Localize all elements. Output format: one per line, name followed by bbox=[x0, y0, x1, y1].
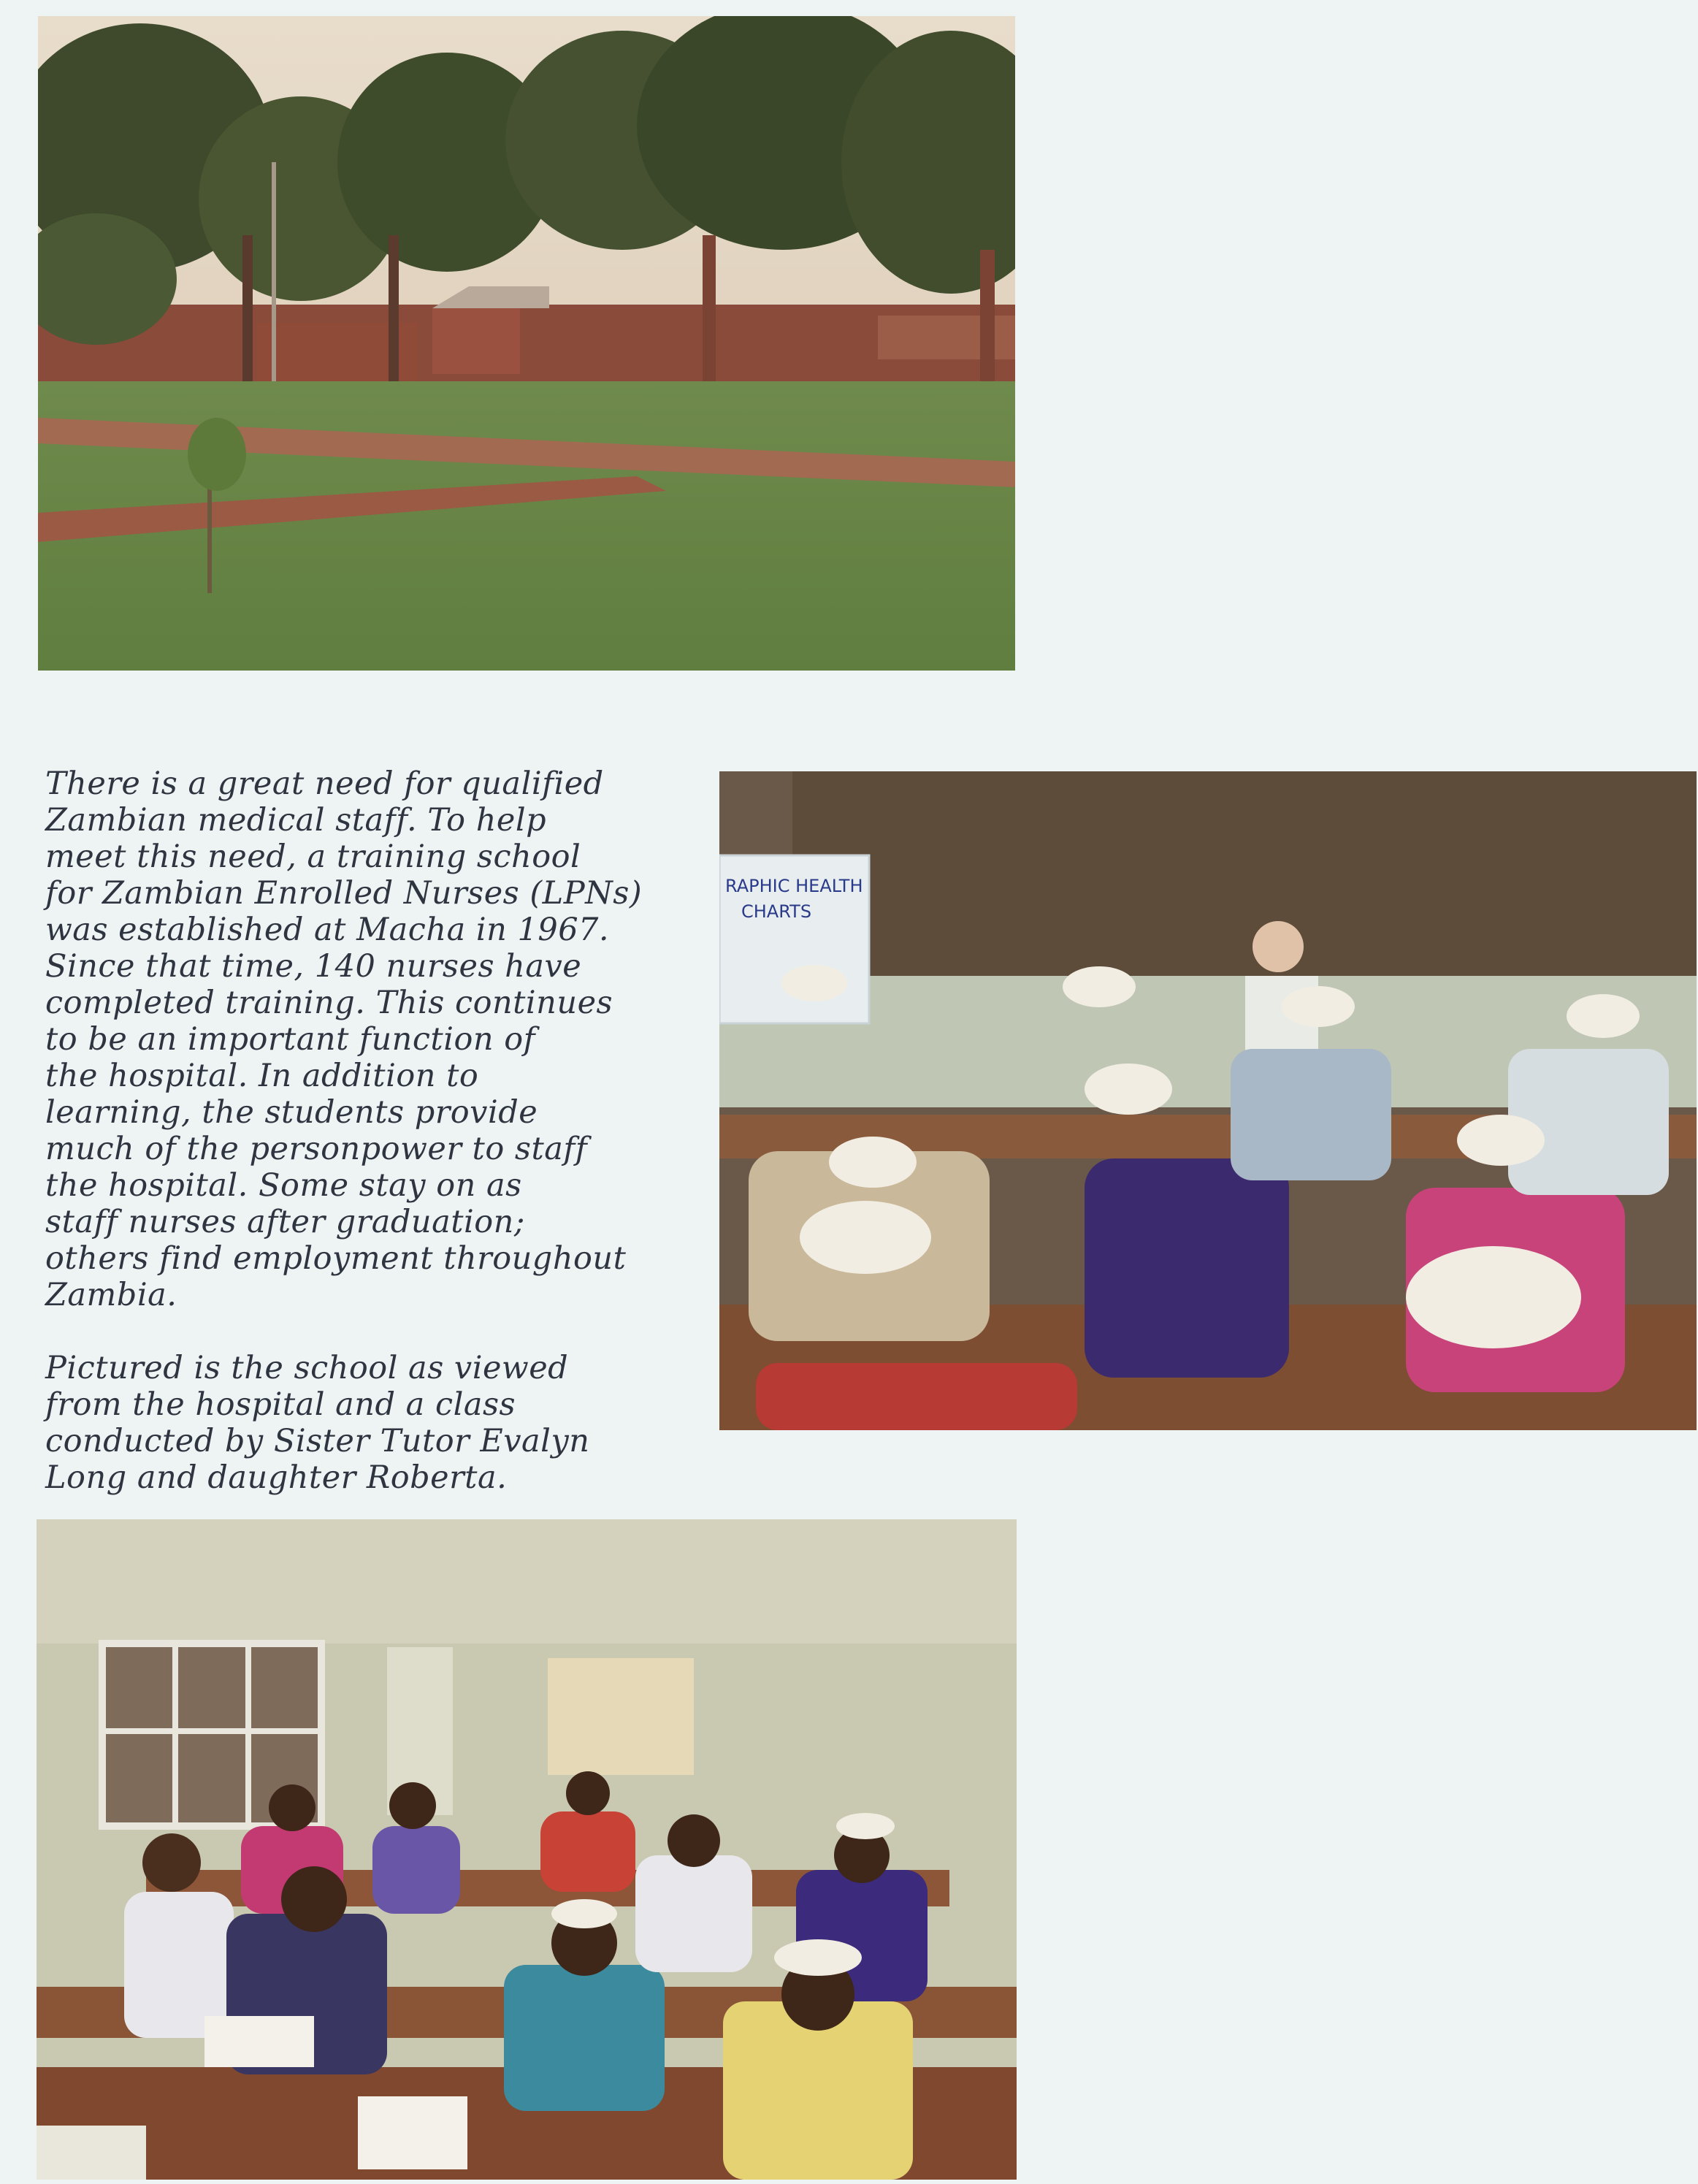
classroom-chart-illustration bbox=[719, 771, 1697, 1430]
caption-paragraph-2: Pictured is the school as viewed from the hospital and a class conducted by Sister Tutor Evalyn Long and daughter Roberta. bbox=[45, 1350, 590, 1496]
photo-classroom-health-charts bbox=[719, 771, 1697, 1430]
photo-school-campus bbox=[38, 16, 1015, 671]
campus-illustration bbox=[38, 16, 1015, 671]
chart-poster-title-line1: RAPHIC HEALTH bbox=[725, 876, 863, 896]
photo-classroom-students bbox=[37, 1519, 1017, 2180]
chart-poster-title-line2: CHARTS bbox=[741, 901, 812, 922]
caption-text bbox=[45, 765, 703, 1496]
caption-paragraph-1: There is a great need for qualified Zambian medical staff. To help meet this need, a training school for Zambian Enrolled Nurses (LPNs) was established at Macha in 1967. Since that time, 140 nurses have completed training. This continues to be an important function of the hospital. In addition to learning, the students provide much of the personpower to staff the hospital. Some stay on as staff nurses after graduation; others find employment throughout Zambia. bbox=[45, 765, 643, 1313]
classroom-wide-illustration bbox=[37, 1519, 1017, 2180]
